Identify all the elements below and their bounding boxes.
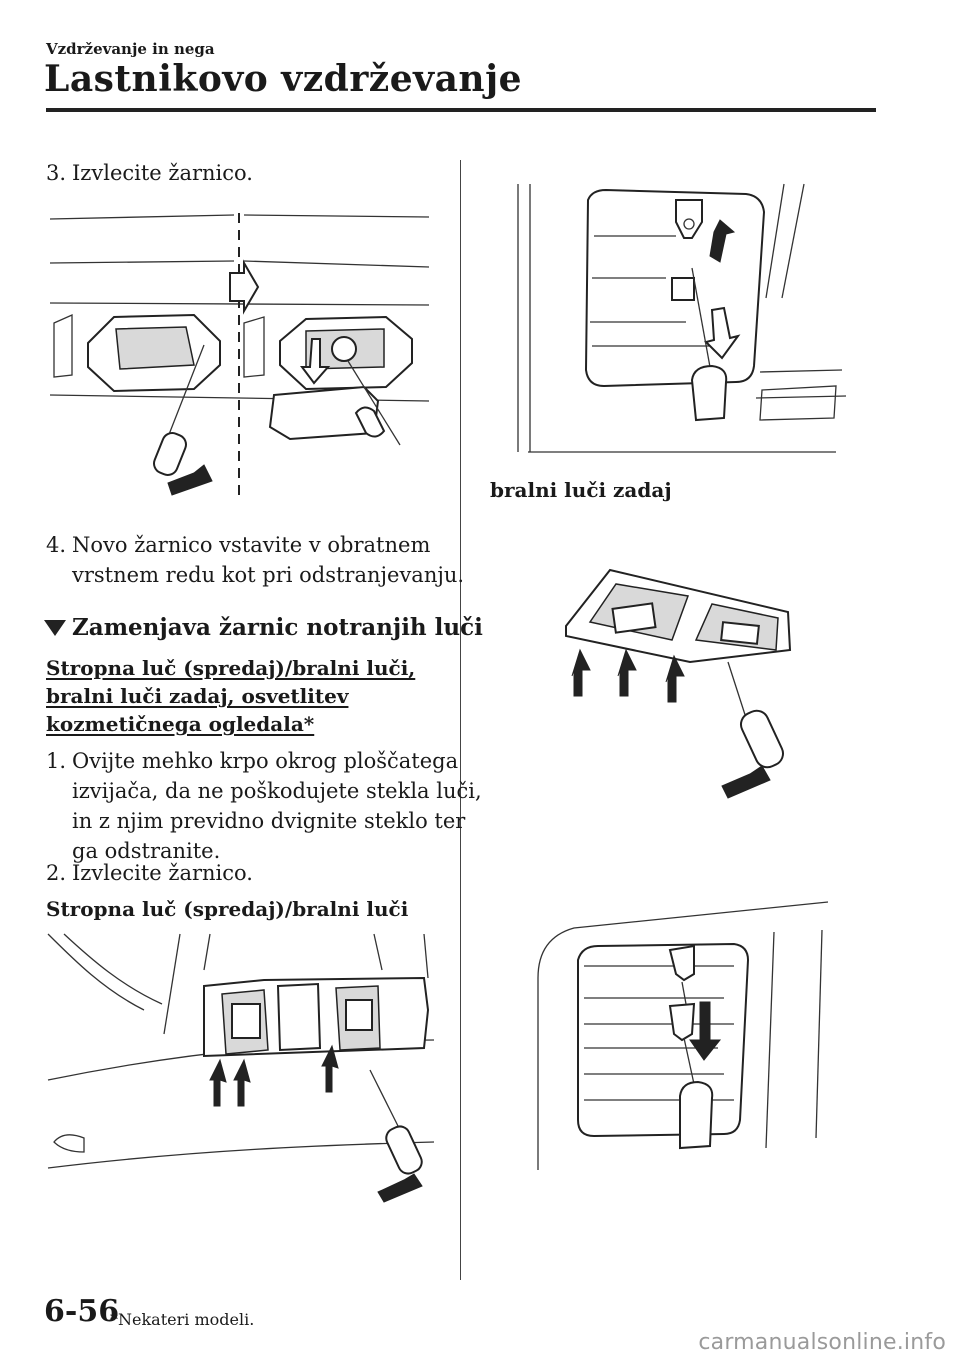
section-heading xyxy=(44,614,483,641)
step-1-line-2: izvijača, da ne poškodujete stekla luči, xyxy=(72,779,482,803)
step-2-number: 2. xyxy=(46,861,67,885)
section-heading-text: Zamenjava žarnic notranjih luči xyxy=(72,614,483,641)
step-1 xyxy=(46,746,482,866)
subheading-line-1: Stropna luč (spredaj)/bralni luči, xyxy=(46,656,416,680)
vanity-bulb-illustration xyxy=(534,898,836,1170)
front-overhead-light-illustration xyxy=(44,930,436,1205)
step-1-line-3: in z njim previdno dvignite steklo ter xyxy=(72,809,466,833)
caption-front-lights: Stropna luč (spredaj)/bralni luči xyxy=(46,897,409,921)
column-divider xyxy=(460,160,461,1280)
subheading-line-3: kozmetičnega ogledala* xyxy=(46,712,315,736)
header-rule xyxy=(46,108,876,112)
step-3-text: Izvlecite žarnico. xyxy=(72,161,253,185)
step-4-line-1: Novo žarnico vstavite v obratnem xyxy=(72,533,431,557)
step-3 xyxy=(46,158,253,188)
step-1-line-1: Ovijte mehko krpo okrog ploščatega xyxy=(72,749,459,773)
triangle-bullet-icon xyxy=(44,620,66,636)
section-kicker: Vzdrževanje in nega xyxy=(46,40,215,58)
watermark: carmanualsonline.info xyxy=(698,1330,946,1355)
footnote: *Nekateri modeli. xyxy=(110,1310,255,1329)
rear-bulb-illustration xyxy=(516,182,846,460)
step-1-number: 1. xyxy=(46,749,67,773)
step-4-line-2: vrstnem redu kot pri odstranjevanju. xyxy=(72,563,465,587)
step-3-number: 3. xyxy=(46,161,67,185)
step-2-text: Izvlecite žarnico. xyxy=(72,861,253,885)
step-2 xyxy=(46,858,253,888)
page-number: 6-56 xyxy=(44,1294,120,1329)
step-1-line-4: ga odstranite. xyxy=(72,839,221,863)
step-4-number: 4. xyxy=(46,533,67,557)
step-4 xyxy=(46,530,464,590)
license-light-illustration xyxy=(44,205,434,500)
subheading xyxy=(46,654,415,738)
subheading-line-2: bralni luči zadaj, osvetlitev xyxy=(46,684,349,708)
chapter-title: Lastnikovo vzdrževanje xyxy=(44,58,522,100)
rear-reading-lens-illustration xyxy=(562,566,814,806)
caption-rear-reading: bralni luči zadaj xyxy=(490,478,672,502)
